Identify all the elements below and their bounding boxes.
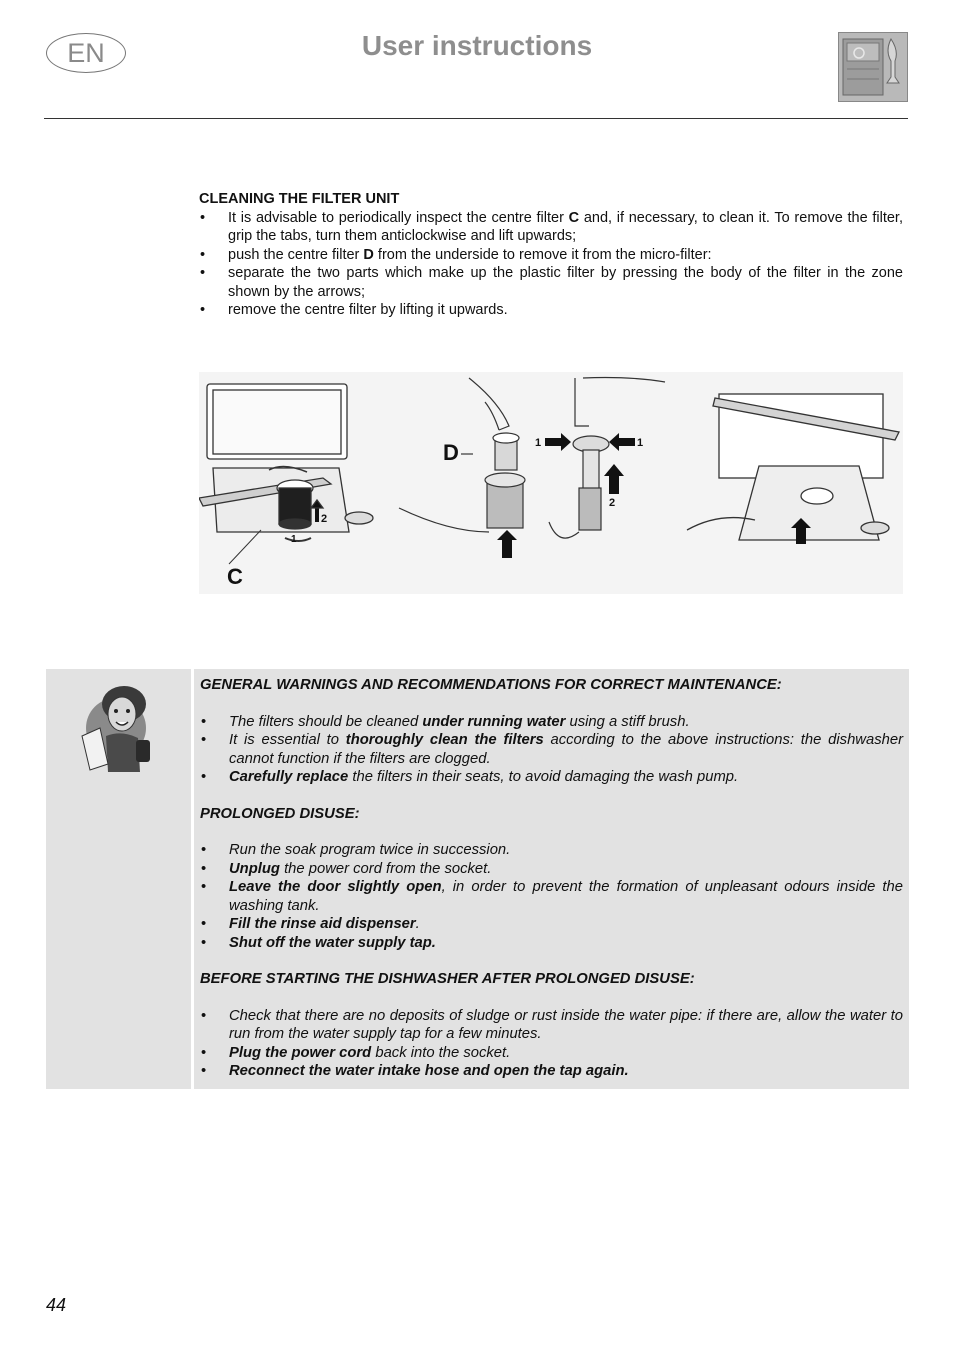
label-d: D (443, 440, 459, 465)
filter-illustration (199, 372, 903, 594)
section-title: CLEANING THE FILTER UNIT (199, 191, 400, 207)
list-item: • push the centre filter D from the underside to remove it from the micro-filter: (199, 246, 903, 265)
maintenance-text (200, 676, 903, 1081)
page-number: 44 (46, 1295, 67, 1315)
step-number: 1 (535, 437, 542, 449)
list-item: • It is advisable to periodically inspect the centre filter C and, if necessary, to clean it. To remove the filter, grip the tabs, turn them anticlockwise and lift upwards; (199, 209, 903, 246)
list-item: • It is essential to thoroughly clean the filters according to the above instructions: the dishwasher cannot function if the filters are clogged. (200, 731, 903, 768)
list-item: • Plug the power cord back into the socket. (200, 1044, 903, 1063)
step-number: 1 (637, 437, 644, 449)
label-c: C (227, 564, 243, 589)
list-item: • The filters should be cleaned under running water using a stiff brush. (200, 713, 903, 732)
language-code: EN (67, 37, 105, 68)
restart-heading: BEFORE STARTING THE DISHWASHER AFTER PROLONGED DISUSE: (200, 971, 695, 987)
dishwasher-icon (838, 32, 908, 102)
step-number: 2 (609, 497, 616, 509)
maintenance-heading: GENERAL WARNINGS AND RECOMMENDATIONS FOR CORRECT MAINTENANCE: (200, 677, 782, 693)
panel-divider (191, 669, 194, 1089)
step-number: 1 (291, 534, 297, 545)
filter-steps-list (199, 209, 903, 320)
list-item: • Check that there are no deposits of sludge or rust inside the water pipe: if there are, allow the water to run from the water supply tap for a few minutes. (200, 1007, 903, 1044)
list-item: • Fill the rinse aid dispenser. (200, 915, 903, 934)
mascot-icon (78, 680, 158, 775)
disuse-heading: PROLONGED DISUSE: (200, 805, 360, 822)
filter-cleaning-section (199, 190, 903, 320)
header-divider (44, 118, 908, 119)
list-item: • Carefully replace the filters in their seats, to avoid damaging the wash pump. (200, 768, 903, 787)
list-item: • remove the centre filter by lifting it upwards. (199, 301, 903, 320)
list-item: • Leave the door slightly open, in order to prevent the formation of unpleasant odours inside the washing tank. (200, 878, 903, 915)
restart-list (200, 1007, 903, 1081)
list-item: • Reconnect the water intake hose and open the tap again. (200, 1062, 903, 1081)
step-number: 2 (321, 513, 328, 525)
list-item: • Unplug the power cord from the socket. (200, 860, 903, 879)
list-item: • Run the soak program twice in succession. (200, 841, 903, 860)
maintenance-list (200, 713, 903, 787)
panel-lift-filter (687, 394, 899, 540)
list-item: • Shut off the water supply tap. (200, 934, 903, 953)
page-title: User instructions (361, 30, 593, 61)
disuse-list (200, 841, 903, 952)
list-item: • separate the two parts which make up the plastic filter by pressing the body of the filter in the zone shown by the arrows; (199, 264, 903, 301)
